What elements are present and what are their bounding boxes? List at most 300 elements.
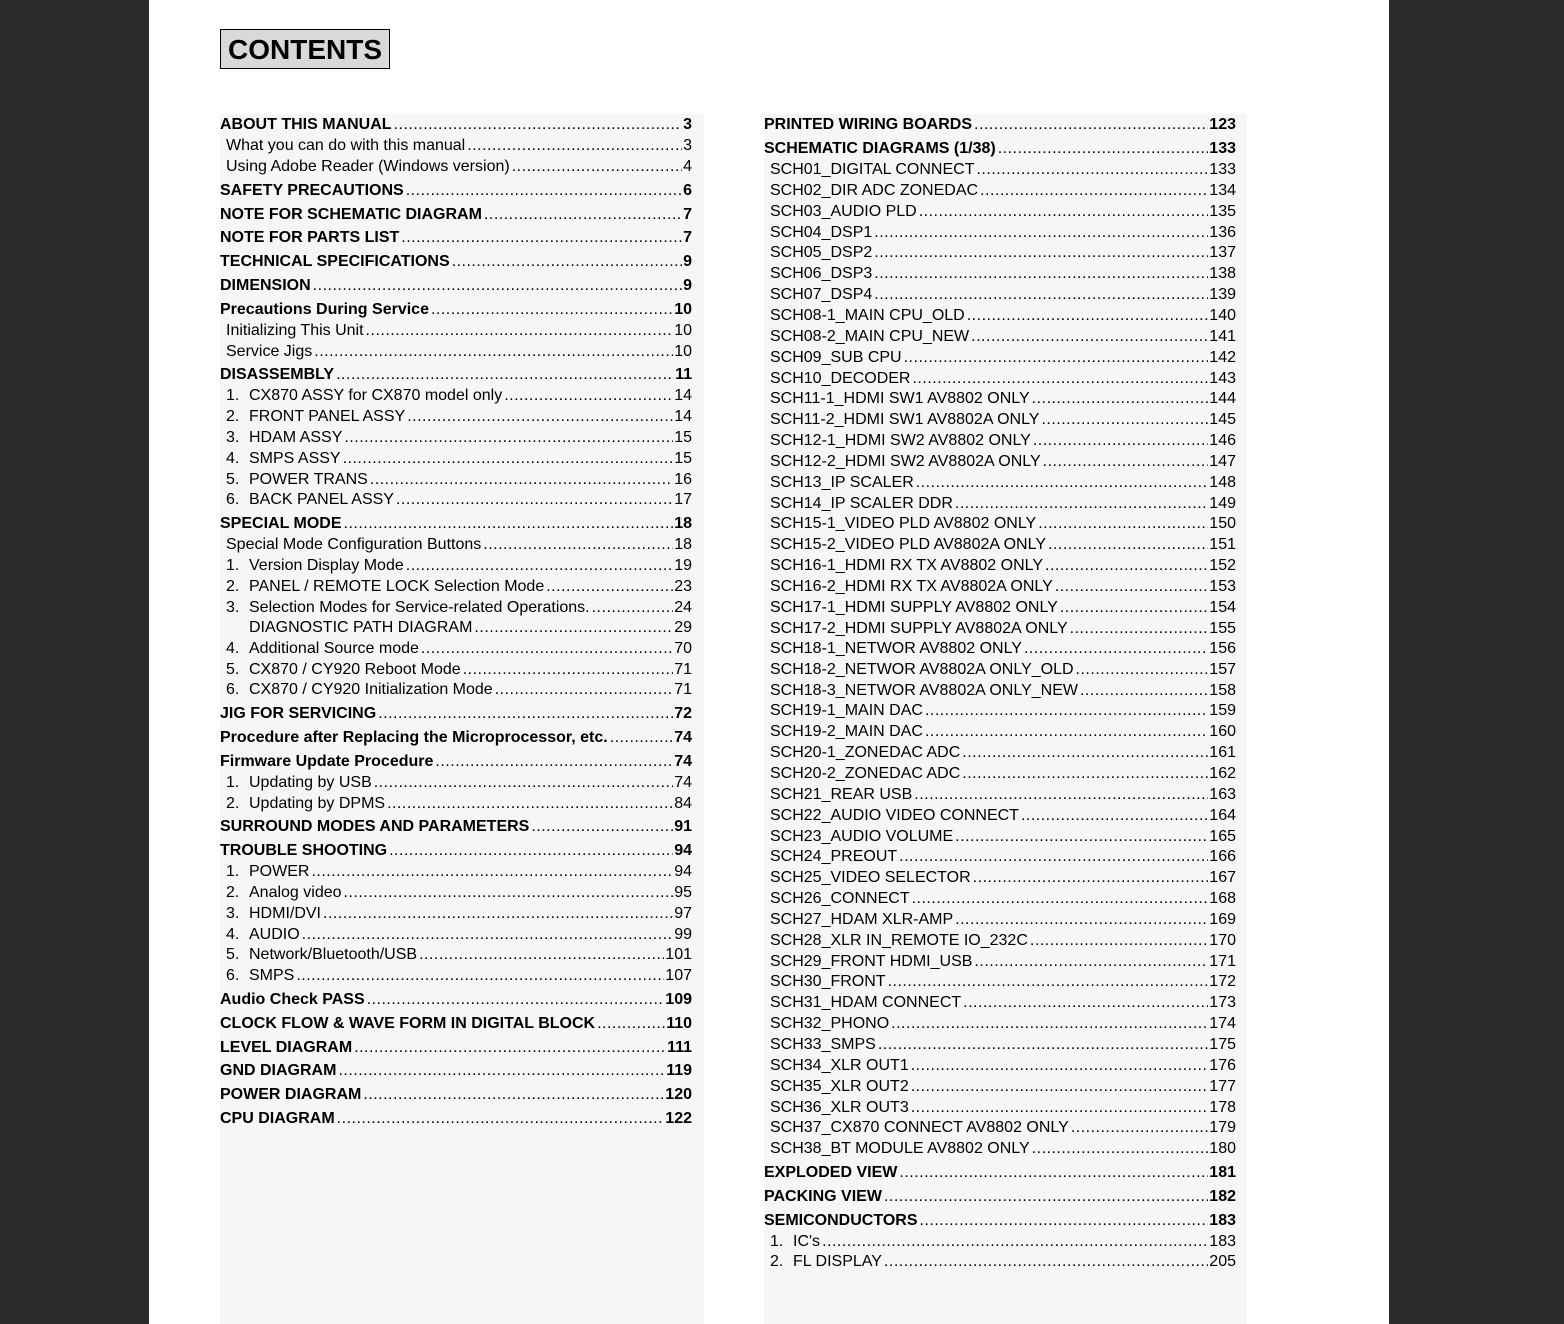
toc-entry-label: Procedure after Replacing the Microprocessor, etc. bbox=[220, 729, 608, 746]
toc-entry-label: SCH04_DSP1 bbox=[770, 224, 873, 241]
toc-entry-page-number: 179 bbox=[1209, 1119, 1236, 1136]
toc-entry[interactable] bbox=[764, 430, 1236, 451]
toc-entry-number: 5. bbox=[226, 946, 240, 963]
toc-entry-page-number: 167 bbox=[1209, 869, 1236, 886]
toc-entry-label: SCH27_HDAM XLR-AMP bbox=[770, 911, 954, 928]
toc-entry-page-number: 135 bbox=[1209, 203, 1236, 220]
toc-entry-label: SCH06_DSP3 bbox=[770, 265, 873, 282]
toc-entry-label: CPU DIAGRAM bbox=[220, 1110, 335, 1127]
toc-entry-number: 2. bbox=[226, 578, 240, 595]
dot-leader bbox=[962, 763, 1208, 784]
dot-leader bbox=[1041, 409, 1208, 430]
dot-leader bbox=[874, 242, 1208, 263]
dot-leader bbox=[874, 263, 1208, 284]
toc-entry-page-number: 23 bbox=[674, 578, 692, 595]
toc-entry-label: SCH30_FRONT bbox=[770, 973, 886, 990]
toc-entry-page-number: 158 bbox=[1209, 682, 1236, 699]
toc-entry-number: 1. bbox=[226, 774, 240, 791]
toc-entry[interactable] bbox=[220, 944, 692, 965]
toc-entry-page-number: 148 bbox=[1209, 474, 1236, 491]
toc-entry[interactable] bbox=[764, 1034, 1236, 1055]
toc-entry[interactable] bbox=[764, 1117, 1236, 1138]
toc-entry-label: PRINTED WIRING BOARDS bbox=[764, 116, 972, 133]
dot-leader bbox=[878, 1034, 1208, 1055]
toc-entry-label: HDAM ASSY bbox=[249, 429, 343, 446]
toc-entry[interactable] bbox=[220, 793, 692, 814]
toc-entry[interactable] bbox=[220, 840, 692, 861]
toc-entry-label: SCHEMATIC DIAGRAMS (1/38) bbox=[764, 140, 996, 157]
contents-title: CONTENTS bbox=[220, 29, 390, 69]
dot-leader bbox=[822, 1231, 1208, 1252]
toc-entry[interactable] bbox=[220, 903, 692, 924]
toc-entry-page-number: 71 bbox=[674, 661, 692, 678]
toc-entry[interactable] bbox=[764, 1076, 1236, 1097]
toc-entry-label: SCH19-1_MAIN DAC bbox=[770, 702, 923, 719]
toc-entry-label: SAFETY PRECAUTIONS bbox=[220, 182, 404, 199]
dot-leader bbox=[370, 469, 673, 490]
toc-entry-label: AUDIO bbox=[249, 926, 300, 943]
dot-leader bbox=[452, 251, 682, 272]
toc-entry[interactable] bbox=[764, 597, 1236, 618]
toc-entry[interactable] bbox=[220, 156, 692, 177]
toc-entry-number: 6. bbox=[226, 491, 240, 508]
toc-entry-label: SCH12-1_HDMI SW2 AV8802 ONLY bbox=[770, 432, 1031, 449]
toc-entry-page-number: 10 bbox=[674, 322, 692, 339]
toc-entry-page-number: 142 bbox=[1209, 349, 1236, 366]
toc-entry-page-number: 154 bbox=[1209, 599, 1236, 616]
toc-entry-page-number: 151 bbox=[1209, 536, 1236, 553]
toc-entry-label: SCH12-2_HDMI SW2 AV8802A ONLY bbox=[770, 453, 1041, 470]
toc-entry-label: SCH09_SUB CPU bbox=[770, 349, 902, 366]
toc-entry-label: PANEL / REMOTE LOCK Selection Mode bbox=[249, 578, 545, 595]
toc-entry[interactable] bbox=[764, 1138, 1236, 1159]
toc-entry-page-number: 183 bbox=[1209, 1233, 1236, 1250]
toc-entry-page-number: 123 bbox=[1209, 116, 1236, 133]
toc-entry[interactable] bbox=[764, 951, 1236, 972]
dot-leader bbox=[419, 944, 664, 965]
toc-entry[interactable] bbox=[220, 861, 692, 882]
toc-entry[interactable] bbox=[220, 513, 692, 534]
toc-entry-label: Using Adobe Reader (Windows version) bbox=[226, 158, 510, 175]
dot-leader bbox=[888, 971, 1209, 992]
toc-entry[interactable] bbox=[764, 138, 1236, 159]
dot-leader bbox=[406, 180, 682, 201]
toc-entry-page-number: 91 bbox=[674, 818, 692, 835]
toc-entry-page-number: 101 bbox=[665, 946, 692, 963]
toc-entry-page-number: 72 bbox=[674, 705, 692, 722]
toc-entry[interactable] bbox=[220, 638, 692, 659]
toc-entry-page-number: 171 bbox=[1209, 953, 1236, 970]
toc-entry[interactable] bbox=[220, 227, 692, 248]
dot-leader bbox=[389, 840, 673, 861]
toc-entry-label: FRONT PANEL ASSY bbox=[249, 408, 406, 425]
toc-entry[interactable] bbox=[764, 1186, 1236, 1207]
toc-entry[interactable] bbox=[764, 114, 1236, 135]
toc-entry-page-number: 165 bbox=[1209, 828, 1236, 845]
toc-entry-label: SCH23_AUDIO VOLUME bbox=[770, 828, 954, 845]
toc-entry-page-number: 84 bbox=[674, 795, 692, 812]
toc-entry[interactable] bbox=[764, 451, 1236, 472]
toc-entry-page-number: 169 bbox=[1209, 911, 1236, 928]
dot-leader bbox=[354, 1037, 666, 1058]
toc-entry[interactable] bbox=[220, 364, 692, 385]
toc-entry[interactable] bbox=[764, 368, 1236, 389]
toc-entry-number: 1. bbox=[226, 557, 240, 574]
toc-entry-number: 3. bbox=[226, 599, 240, 616]
dot-leader bbox=[467, 135, 682, 156]
dot-leader bbox=[912, 888, 1209, 909]
toc-entry-label: BACK PANEL ASSY bbox=[249, 491, 394, 508]
dot-leader bbox=[512, 156, 682, 177]
toc-entry[interactable] bbox=[220, 251, 692, 272]
dot-leader bbox=[531, 816, 673, 837]
toc-entry[interactable] bbox=[764, 763, 1236, 784]
dot-leader bbox=[925, 700, 1208, 721]
toc-entry-page-number: 14 bbox=[674, 387, 692, 404]
toc-entry-page-number: 9 bbox=[683, 277, 692, 294]
toc-entry-label: Updating by DPMS bbox=[249, 795, 386, 812]
toc-entry-page-number: 74 bbox=[674, 774, 692, 791]
dot-leader bbox=[344, 882, 674, 903]
toc-entry[interactable] bbox=[220, 555, 692, 576]
dot-leader bbox=[592, 597, 674, 618]
toc-entry[interactable] bbox=[220, 965, 692, 986]
toc-entry-page-number: 136 bbox=[1209, 224, 1236, 241]
toc-entry-label: SCH35_XLR OUT2 bbox=[770, 1078, 909, 1095]
toc-entry-page-number: 120 bbox=[665, 1086, 692, 1103]
dot-leader bbox=[1033, 430, 1208, 451]
toc-entry-label: What you can do with this manual bbox=[226, 137, 466, 154]
toc-entry-page-number: 150 bbox=[1209, 515, 1236, 532]
toc-entry-page-number: 166 bbox=[1209, 848, 1236, 865]
dot-leader bbox=[911, 1055, 1209, 1076]
toc-entry[interactable] bbox=[764, 1231, 1236, 1252]
toc-entry[interactable] bbox=[220, 1084, 692, 1105]
dot-leader bbox=[474, 617, 673, 638]
toc-entry-label: SCH19-2_MAIN DAC bbox=[770, 723, 923, 740]
toc-entry-label: SCH32_PHONO bbox=[770, 1015, 890, 1032]
toc-entry-page-number: 139 bbox=[1209, 286, 1236, 303]
toc-entry-number: 2. bbox=[226, 795, 240, 812]
toc-entry[interactable] bbox=[764, 742, 1236, 763]
toc-entry-page-number: 111 bbox=[667, 1039, 692, 1056]
dot-leader bbox=[484, 204, 682, 225]
toc-entry[interactable] bbox=[220, 469, 692, 490]
toc-entry[interactable] bbox=[220, 1037, 692, 1058]
toc-entry-label: DISASSEMBLY bbox=[220, 366, 335, 383]
toc-entry[interactable] bbox=[764, 263, 1236, 284]
toc-entry[interactable] bbox=[764, 493, 1236, 514]
dot-leader bbox=[302, 924, 674, 945]
toc-entry-page-number: 159 bbox=[1209, 702, 1236, 719]
toc-entry-page-number: 149 bbox=[1209, 495, 1236, 512]
toc-entry[interactable] bbox=[764, 1097, 1236, 1118]
toc-entry-page-number: 181 bbox=[1209, 1164, 1236, 1181]
dot-leader bbox=[1032, 1138, 1209, 1159]
toc-entry-label: SCH11-2_HDMI SW1 AV8802A ONLY bbox=[770, 411, 1040, 428]
toc-entry-label: SCH07_DSP4 bbox=[770, 286, 873, 303]
toc-entry[interactable] bbox=[764, 555, 1236, 576]
toc-entry[interactable] bbox=[220, 427, 692, 448]
toc-entry-page-number: 160 bbox=[1209, 723, 1236, 740]
toc-entry-label: CX870 ASSY for CX870 model only bbox=[249, 387, 503, 404]
dot-leader bbox=[955, 909, 1208, 930]
toc-entry[interactable] bbox=[764, 846, 1236, 867]
toc-entry-page-number: 141 bbox=[1209, 328, 1236, 345]
toc-entry-number: 4. bbox=[226, 926, 240, 943]
toc-entry-number: 2. bbox=[226, 408, 240, 425]
toc-entry-label: SMPS ASSY bbox=[249, 450, 341, 467]
toc-entry-page-number: 140 bbox=[1209, 307, 1236, 324]
toc-entry[interactable] bbox=[764, 576, 1236, 597]
toc-entry[interactable] bbox=[220, 114, 692, 135]
toc-entry-label: SCH11-1_HDMI SW1 AV8802 ONLY bbox=[770, 390, 1030, 407]
toc-entry-page-number: 71 bbox=[674, 681, 692, 698]
toc-entry[interactable] bbox=[764, 347, 1236, 368]
toc-entry[interactable] bbox=[764, 222, 1236, 243]
toc-entry[interactable] bbox=[764, 159, 1236, 180]
toc-entry[interactable] bbox=[764, 784, 1236, 805]
toc-entry-page-number: 7 bbox=[683, 206, 692, 223]
toc-entry[interactable] bbox=[220, 320, 692, 341]
toc-entry[interactable] bbox=[764, 909, 1236, 930]
dot-leader bbox=[337, 1108, 665, 1129]
toc-entry-label: SCH15-1_VIDEO PLD AV8802 ONLY bbox=[770, 515, 1037, 532]
toc-entry[interactable] bbox=[764, 472, 1236, 493]
toc-entry-page-number: 11 bbox=[675, 366, 692, 383]
toc-entry[interactable] bbox=[764, 305, 1236, 326]
toc-entry-label: Version Display Mode bbox=[249, 557, 404, 574]
toc-entry[interactable] bbox=[764, 721, 1236, 742]
dot-leader bbox=[406, 555, 673, 576]
toc-entry[interactable] bbox=[764, 930, 1236, 951]
toc-entry[interactable] bbox=[764, 805, 1236, 826]
dot-leader bbox=[1055, 576, 1209, 597]
toc-entry[interactable] bbox=[764, 1162, 1236, 1183]
toc-entry-page-number: 182 bbox=[1209, 1188, 1236, 1205]
toc-entry-page-number: 9 bbox=[683, 253, 692, 270]
toc-entry[interactable] bbox=[220, 576, 692, 597]
toc-entry[interactable] bbox=[220, 703, 692, 724]
toc-entry[interactable] bbox=[764, 867, 1236, 888]
toc-entry-label: TECHNICAL SPECIFICATIONS bbox=[220, 253, 450, 270]
toc-entry[interactable] bbox=[764, 1013, 1236, 1034]
toc-entry-label: SCH15-2_VIDEO PLD AV8802A ONLY bbox=[770, 536, 1046, 553]
dot-leader bbox=[387, 793, 673, 814]
toc-entry-page-number: 134 bbox=[1209, 182, 1236, 199]
toc-entry[interactable] bbox=[764, 700, 1236, 721]
toc-entry-label: NOTE FOR SCHEMATIC DIAGRAM bbox=[220, 206, 482, 223]
toc-entry[interactable] bbox=[764, 971, 1236, 992]
toc-entry-page-number: 144 bbox=[1209, 390, 1236, 407]
toc-entry[interactable] bbox=[220, 1060, 692, 1081]
dot-leader bbox=[1060, 597, 1208, 618]
toc-entry-number: 1. bbox=[226, 863, 240, 880]
toc-entry-label: DIAGNOSTIC PATH DIAGRAM bbox=[249, 619, 473, 636]
dot-leader bbox=[1032, 388, 1209, 409]
toc-entry-label: SCH20-1_ZONEDAC ADC bbox=[770, 744, 961, 761]
toc-entry[interactable] bbox=[220, 1013, 692, 1034]
toc-entry[interactable] bbox=[764, 201, 1236, 222]
toc-entry[interactable] bbox=[220, 341, 692, 362]
toc-entry-label: SPECIAL MODE bbox=[220, 515, 342, 532]
toc-entry[interactable] bbox=[220, 989, 692, 1010]
toc-entry[interactable] bbox=[764, 888, 1236, 909]
dot-leader bbox=[976, 159, 1208, 180]
dot-leader bbox=[962, 742, 1208, 763]
toc-entry-page-number: 7 bbox=[683, 229, 692, 246]
toc-entry[interactable] bbox=[220, 204, 692, 225]
toc-entry[interactable] bbox=[220, 751, 692, 772]
document-page bbox=[149, 0, 1389, 1324]
dot-leader bbox=[912, 368, 1208, 389]
toc-entry[interactable] bbox=[764, 513, 1236, 534]
toc-entry[interactable] bbox=[220, 489, 692, 510]
toc-entry-label: SCH10_DECODER bbox=[770, 370, 911, 387]
dot-leader bbox=[374, 772, 673, 793]
dot-leader bbox=[504, 385, 673, 406]
toc-entry-label: SCH28_XLR IN_REMOTE IO_232C bbox=[770, 932, 1028, 949]
toc-entry-page-number: 6 bbox=[683, 182, 692, 199]
toc-entry[interactable] bbox=[220, 659, 692, 680]
toc-entry-label: POWER TRANS bbox=[249, 471, 368, 488]
dot-leader bbox=[971, 326, 1208, 347]
toc-entry[interactable] bbox=[220, 679, 692, 700]
dot-leader bbox=[435, 751, 673, 772]
toc-entry[interactable] bbox=[764, 388, 1236, 409]
dot-leader bbox=[378, 703, 673, 724]
dot-leader bbox=[407, 406, 673, 427]
toc-entry-page-number: 205 bbox=[1209, 1253, 1236, 1270]
toc-entry[interactable] bbox=[220, 772, 692, 793]
toc-entry[interactable] bbox=[764, 284, 1236, 305]
dot-leader bbox=[920, 1210, 1209, 1231]
toc-entry[interactable] bbox=[764, 638, 1236, 659]
toc-entry[interactable] bbox=[220, 727, 692, 748]
toc-entry[interactable] bbox=[764, 326, 1236, 347]
toc-entry[interactable] bbox=[220, 534, 692, 555]
toc-entry-page-number: 110 bbox=[666, 1015, 692, 1032]
toc-entry-page-number: 109 bbox=[665, 991, 692, 1008]
toc-entry-label: Additional Source mode bbox=[249, 640, 419, 657]
toc-entry-number: 2. bbox=[226, 884, 240, 901]
toc-entry-label: EXPLODED VIEW bbox=[764, 1164, 898, 1181]
toc-entry-page-number: 143 bbox=[1209, 370, 1236, 387]
toc-entry-label: Initializing This Unit bbox=[226, 322, 364, 339]
dot-leader bbox=[366, 320, 674, 341]
toc-entry-label: Analog video bbox=[249, 884, 342, 901]
toc-entry[interactable] bbox=[220, 597, 692, 618]
dot-leader bbox=[394, 114, 683, 135]
toc-entry[interactable] bbox=[220, 924, 692, 945]
toc-entry[interactable] bbox=[764, 534, 1236, 555]
toc-entry-label: POWER DIAGRAM bbox=[220, 1086, 362, 1103]
dot-leader bbox=[1076, 659, 1209, 680]
toc-entry-number: 1. bbox=[770, 1233, 784, 1250]
toc-entry[interactable] bbox=[764, 680, 1236, 701]
toc-entry-number: 5. bbox=[226, 661, 240, 678]
toc-entry-page-number: 156 bbox=[1209, 640, 1236, 657]
toc-entry[interactable] bbox=[764, 180, 1236, 201]
toc-entry[interactable] bbox=[220, 275, 692, 296]
toc-entry-label: SCH20-2_ZONEDAC ADC bbox=[770, 765, 961, 782]
toc-entry-label: SCH17-1_HDMI SUPPLY AV8802 ONLY bbox=[770, 599, 1058, 616]
toc-entry-label: Audio Check PASS bbox=[220, 991, 365, 1008]
dot-leader bbox=[463, 659, 674, 680]
toc-entry-page-number: 95 bbox=[674, 884, 692, 901]
toc-entry-label: HDMI/DVI bbox=[249, 905, 321, 922]
toc-entry-label: SCH31_HDAM CONNECT bbox=[770, 994, 962, 1011]
toc-entry-label: Network/Bluetooth/USB bbox=[249, 946, 418, 963]
toc-entry[interactable] bbox=[764, 1251, 1236, 1272]
toc-entry-page-number: 3 bbox=[683, 137, 692, 154]
toc-entry-label: SCH08-1_MAIN CPU_OLD bbox=[770, 307, 965, 324]
dot-leader bbox=[884, 1251, 1208, 1272]
toc-entry-label: SCH36_XLR OUT3 bbox=[770, 1099, 909, 1116]
toc-entry[interactable] bbox=[220, 882, 692, 903]
toc-entry[interactable] bbox=[220, 448, 692, 469]
toc-entry-page-number: 164 bbox=[1209, 807, 1236, 824]
toc-entry[interactable] bbox=[764, 826, 1236, 847]
toc-entry[interactable] bbox=[764, 618, 1236, 639]
toc-entry-page-number: 152 bbox=[1209, 557, 1236, 574]
toc-entry-label: SCH25_VIDEO SELECTOR bbox=[770, 869, 971, 886]
toc-entry-page-number: 177 bbox=[1209, 1078, 1236, 1095]
toc-entry-page-number: 145 bbox=[1209, 411, 1236, 428]
toc-entry[interactable] bbox=[764, 659, 1236, 680]
dot-leader bbox=[911, 1097, 1209, 1118]
toc-entry[interactable] bbox=[764, 1210, 1236, 1231]
toc-entry-page-number: 17 bbox=[674, 491, 692, 508]
toc-entry-page-number: 163 bbox=[1209, 786, 1236, 803]
toc-entry-number: 4. bbox=[226, 640, 240, 657]
toc-entry[interactable] bbox=[220, 406, 692, 427]
dot-leader bbox=[610, 727, 674, 748]
dot-leader bbox=[546, 576, 673, 597]
dot-leader bbox=[344, 427, 673, 448]
toc-entry[interactable] bbox=[764, 242, 1236, 263]
dot-leader bbox=[955, 493, 1208, 514]
dot-leader bbox=[963, 992, 1208, 1013]
toc-entry-page-number: 15 bbox=[674, 450, 692, 467]
toc-entry-page-number: 70 bbox=[674, 640, 692, 657]
toc-entry-page-number: 19 bbox=[674, 557, 692, 574]
toc-entry-page-number: 15 bbox=[674, 429, 692, 446]
toc-entry[interactable] bbox=[764, 992, 1236, 1013]
toc-entry[interactable] bbox=[220, 299, 692, 320]
toc-entry[interactable] bbox=[220, 135, 692, 156]
toc-entry-label: SCH13_IP SCALER bbox=[770, 474, 914, 491]
dot-leader bbox=[336, 364, 674, 385]
toc-entry-label: SCH17-2_HDMI SUPPLY AV8802A ONLY bbox=[770, 620, 1068, 637]
dot-leader bbox=[914, 784, 1208, 805]
dot-leader bbox=[919, 201, 1209, 222]
toc-entry[interactable] bbox=[220, 617, 692, 638]
toc-entry-label: NOTE FOR PARTS LIST bbox=[220, 229, 400, 246]
toc-entry-page-number: 133 bbox=[1209, 140, 1236, 157]
toc-entry-number: 6. bbox=[226, 681, 240, 698]
toc-entry[interactable] bbox=[220, 180, 692, 201]
toc-entry[interactable] bbox=[220, 816, 692, 837]
toc-entry-page-number: 74 bbox=[674, 729, 692, 746]
toc-entry-label: SCH16-1_HDMI RX TX AV8802 ONLY bbox=[770, 557, 1043, 574]
toc-entry[interactable] bbox=[220, 385, 692, 406]
dot-leader bbox=[904, 347, 1209, 368]
toc-entry[interactable] bbox=[220, 1108, 692, 1129]
toc-entry[interactable] bbox=[764, 409, 1236, 430]
toc-entry[interactable] bbox=[764, 1055, 1236, 1076]
dot-leader bbox=[1043, 451, 1209, 472]
